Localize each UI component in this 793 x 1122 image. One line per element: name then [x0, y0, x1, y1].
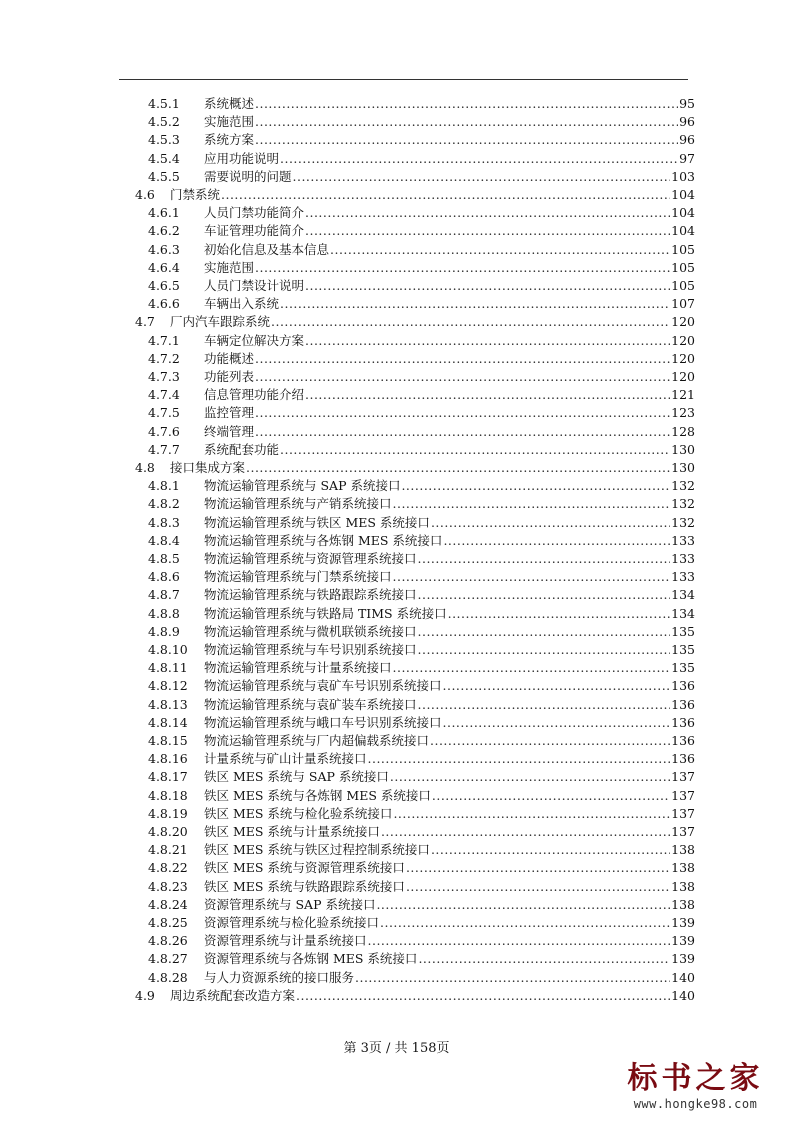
toc-entry-title: 铁区 MES 系统与计量系统接口 — [204, 824, 380, 839]
toc-entry-title: 接口集成方案 — [170, 460, 246, 475]
toc-entry-title: 实施范围 — [204, 259, 255, 275]
toc-entry[interactable] — [135, 459, 695, 477]
toc-entry-page: 140 — [671, 987, 695, 1003]
toc-entry[interactable] — [148, 878, 695, 896]
toc-entry-page: 105 — [671, 241, 695, 257]
toc-entry-page: 107 — [671, 296, 695, 312]
toc-entry-number: 4.6.6 — [148, 296, 180, 312]
toc-entry-title: 物流运输管理系统与峨口车号识别系统接口 — [204, 714, 442, 730]
toc-entry-number: 4.7.3 — [148, 369, 180, 384]
toc-entry-page: 97 — [679, 150, 695, 166]
toc-dot-leader — [418, 950, 670, 968]
toc-entry-number: 4.6.4 — [148, 259, 180, 275]
toc-entry-page: 132 — [671, 496, 695, 512]
toc-entry-number: 4.8.4 — [148, 532, 180, 548]
toc-entry-title: 铁区 MES 系统与铁路跟踪系统接口 — [204, 878, 405, 894]
toc-entry[interactable] — [148, 495, 695, 513]
toc-dot-leader — [368, 750, 671, 768]
toc-entry-title: 与人力资源系统的接口服务 — [204, 969, 355, 985]
toc-entry-page: 136 — [671, 733, 695, 748]
toc-entry[interactable] — [148, 969, 695, 987]
toc-entry[interactable] — [148, 605, 695, 623]
toc-entry-title: 计量系统与矿山计量系统接口 — [204, 751, 367, 767]
toc-entry[interactable] — [148, 732, 695, 750]
toc-entry-title: 车证管理功能简介 — [204, 223, 305, 239]
toc-entry[interactable] — [148, 696, 695, 714]
toc-entry-number: 4.5.3 — [148, 132, 180, 148]
toc-entry[interactable] — [148, 350, 695, 368]
toc-entry-title: 车辆定位解决方案 — [204, 332, 305, 348]
toc-entry-number: 4.8.23 — [148, 878, 188, 894]
toc-entry[interactable] — [148, 277, 695, 295]
toc-entry[interactable] — [148, 477, 695, 495]
header-rule — [119, 79, 688, 80]
toc-dot-leader — [255, 423, 670, 441]
toc-entry[interactable] — [148, 823, 695, 841]
toc-entry-page: 103 — [671, 168, 695, 184]
toc-entry[interactable] — [148, 332, 695, 350]
toc-entry-title: 物流运输管理系统与门禁系统接口 — [204, 569, 392, 585]
toc-dot-leader — [305, 277, 670, 295]
toc-entry-number: 4.7.4 — [148, 387, 180, 403]
toc-entry-number: 4.8.14 — [148, 714, 188, 730]
toc-entry[interactable] — [148, 841, 695, 859]
toc-dot-leader — [255, 404, 670, 422]
toc-entry-page: 133 — [671, 569, 695, 585]
toc-entry-title: 资源管理系统与 SAP 系统接口 — [204, 896, 376, 912]
toc-entry-page: 120 — [671, 314, 695, 330]
toc-entry-number: 4.8.6 — [148, 569, 180, 585]
toc-entry[interactable] — [148, 568, 695, 586]
toc-dot-leader — [255, 350, 670, 368]
toc-dot-leader — [271, 313, 670, 331]
toc-dot-leader — [443, 677, 671, 695]
toc-entry-number: 4.8.24 — [148, 896, 188, 912]
toc-entry[interactable] — [148, 914, 695, 932]
toc-entry-page: 96 — [679, 132, 695, 148]
toc-entry-page: 123 — [671, 405, 695, 421]
toc-entry-title: 物流运输管理系统与铁路局 TIMS 系统接口 — [204, 605, 447, 621]
toc-entry-number: 4.8.18 — [148, 787, 188, 803]
toc-entry-title: 铁区 MES 系统与铁区过程控制系统接口 — [204, 842, 430, 858]
toc-entry-page: 105 — [671, 259, 695, 275]
toc-entry-page: 135 — [671, 642, 695, 657]
toc-entry-number: 4.7.7 — [148, 441, 180, 457]
toc-dot-leader — [430, 732, 670, 750]
toc-dot-leader — [431, 514, 670, 532]
toc-entry[interactable] — [148, 222, 695, 240]
toc-entry-page: 136 — [671, 714, 695, 730]
toc-entry-title: 系统概述 — [204, 96, 255, 111]
toc-entry-number: 4.8.11 — [148, 660, 188, 676]
toc-entry-number: 4.6.5 — [148, 278, 180, 293]
toc-entry[interactable] — [148, 768, 695, 786]
toc-entry-title: 应用功能说明 — [204, 150, 280, 166]
toc-entry[interactable] — [148, 168, 695, 186]
toc-entry[interactable] — [148, 750, 695, 768]
toc-entry-page: 137 — [671, 824, 695, 839]
toc-entry[interactable] — [135, 186, 695, 204]
toc-entry-title: 人员门禁功能简介 — [204, 205, 305, 221]
toc-dot-leader — [406, 859, 670, 877]
toc-entry-page: 135 — [671, 623, 695, 639]
toc-entry-title: 周边系统配套改造方案 — [170, 987, 296, 1003]
toc-entry-number: 4.7.6 — [148, 423, 180, 439]
toc-entry-number: 4.6.2 — [148, 223, 180, 239]
page-footer: 第 3页 / 共 158页 — [343, 1041, 450, 1056]
toc-entry-title: 物流运输管理系统与袁矿车号识别系统接口 — [204, 678, 442, 694]
toc-dot-leader — [280, 150, 678, 168]
toc-entry-title: 物流运输管理系统与厂内超偏载系统接口 — [204, 733, 430, 748]
toc-dot-leader — [418, 586, 671, 604]
toc-entry-title: 需要说明的问题 — [204, 168, 292, 184]
toc-entry-number: 4.8.15 — [148, 733, 188, 748]
toc-dot-leader — [368, 932, 671, 950]
toc-entry-number: 4.8.16 — [148, 751, 188, 767]
toc-entry-page: 130 — [671, 441, 695, 457]
toc-entry-title: 功能列表 — [204, 369, 255, 384]
toc-entry-number: 4.8.17 — [148, 769, 188, 785]
toc-entry[interactable] — [148, 295, 695, 313]
toc-entry-number: 4.8 — [135, 460, 155, 475]
toc-entry-number: 4.8.25 — [148, 915, 188, 930]
toc-dot-leader — [448, 605, 671, 623]
toc-entry[interactable] — [148, 113, 695, 131]
toc-entry-title: 资源管理系统与检化验系统接口 — [204, 915, 380, 930]
toc-entry-number: 4.8.5 — [148, 551, 180, 566]
toc-entry[interactable] — [148, 368, 695, 386]
toc-entry[interactable] — [148, 932, 695, 950]
toc-entry-page: 104 — [671, 187, 695, 202]
toc-entry-page: 139 — [671, 951, 695, 967]
toc-entry-title: 铁区 MES 系统与资源管理系统接口 — [204, 860, 405, 876]
toc-dot-leader — [393, 568, 671, 586]
toc-dot-leader — [393, 805, 670, 823]
toc-entry-title: 铁区 MES 系统与 SAP 系统接口 — [204, 769, 389, 785]
toc-entry-title: 物流运输管理系统与产销系统接口 — [204, 496, 392, 512]
toc-entry-page: 135 — [671, 660, 695, 676]
toc-entry-number: 4.8.19 — [148, 805, 188, 821]
toc-entry-number: 4.8.2 — [148, 496, 180, 512]
toc-entry-number: 4.8.8 — [148, 605, 180, 621]
toc-entry-page: 128 — [671, 423, 695, 439]
toc-entry-page: 104 — [671, 223, 695, 239]
toc-entry-number: 4.8.12 — [148, 678, 188, 694]
toc-entry[interactable] — [148, 204, 695, 222]
toc-dot-leader — [443, 714, 671, 732]
toc-dot-leader — [246, 459, 670, 477]
toc-entry[interactable] — [148, 95, 695, 113]
toc-entry-page: 132 — [671, 478, 695, 494]
toc-entry-page: 138 — [671, 860, 695, 876]
toc-entry[interactable] — [148, 532, 695, 550]
watermark — [608, 1062, 783, 1122]
toc-entry-title: 铁区 MES 系统与检化验系统接口 — [204, 805, 393, 821]
toc-entry-page: 139 — [671, 915, 695, 930]
toc-dot-leader — [255, 131, 678, 149]
toc-entry-number: 4.8.9 — [148, 623, 180, 639]
toc-entry-page: 140 — [671, 969, 695, 985]
toc-entry[interactable] — [148, 386, 695, 404]
toc-dot-leader — [390, 768, 670, 786]
toc-entry-number: 4.7 — [135, 314, 155, 330]
toc-entry-number: 4.8.7 — [148, 587, 180, 603]
toc-entry-number: 4.8.1 — [148, 478, 180, 494]
toc-entry-title: 信息管理功能介绍 — [204, 387, 305, 403]
toc-dot-leader — [255, 259, 670, 277]
toc-entry-title: 物流运输管理系统与各炼钢 MES 系统接口 — [204, 532, 443, 548]
toc-entry[interactable] — [148, 623, 695, 641]
toc-entry-number: 4.6.3 — [148, 241, 180, 257]
toc-entry[interactable] — [148, 550, 695, 568]
toc-entry[interactable] — [148, 241, 695, 259]
toc-dot-leader — [393, 659, 671, 677]
toc-entry[interactable] — [148, 787, 695, 805]
toc-entry[interactable] — [148, 714, 695, 732]
toc-entry[interactable] — [148, 131, 695, 149]
watermark-logo: 标书之家 — [627, 1061, 764, 1096]
toc-entry[interactable] — [148, 805, 695, 823]
toc-entry[interactable] — [148, 404, 695, 422]
toc-entry-title: 物流运输管理系统与铁区 MES 系统接口 — [204, 514, 430, 530]
toc-entry-title: 监控管理 — [204, 405, 255, 421]
toc-dot-leader — [406, 878, 670, 896]
toc-dot-leader — [393, 495, 671, 513]
toc-entry-page: 96 — [679, 114, 695, 130]
toc-dot-leader — [376, 896, 670, 914]
toc-entry[interactable] — [148, 423, 695, 441]
toc-entry-number: 4.9 — [135, 987, 155, 1003]
toc-dot-leader — [221, 186, 670, 204]
toc-entry-number: 4.8.22 — [148, 860, 188, 876]
toc-entry-title: 物流运输管理系统与计量系统接口 — [204, 660, 392, 676]
toc-entry-number: 4.8.21 — [148, 842, 188, 858]
toc-entry-number: 4.7.1 — [148, 332, 180, 348]
toc-entry[interactable] — [135, 987, 695, 1005]
toc-dot-leader — [401, 477, 670, 495]
toc-entry-number: 4.5.5 — [148, 168, 180, 184]
toc-entry-number: 4.8.28 — [148, 969, 188, 985]
toc-entry[interactable] — [135, 313, 695, 331]
toc-entry[interactable] — [148, 659, 695, 677]
toc-dot-leader — [296, 987, 670, 1005]
toc-dot-leader — [432, 787, 670, 805]
toc-entry-number: 4.8.27 — [148, 951, 188, 967]
toc-dot-leader — [255, 368, 670, 386]
toc-entry-page: 137 — [671, 805, 695, 821]
toc-entry[interactable] — [148, 514, 695, 532]
toc-entry-title: 终端管理 — [204, 423, 255, 439]
toc-entry-title: 系统配套功能 — [204, 441, 280, 457]
toc-dot-leader — [255, 113, 678, 131]
toc-dot-leader — [305, 204, 670, 222]
toc-entry-page: 139 — [671, 933, 695, 949]
toc-dot-leader — [280, 441, 670, 459]
toc-dot-leader — [418, 623, 671, 641]
toc-entry-number: 4.5.1 — [148, 96, 180, 111]
toc-dot-leader — [443, 532, 670, 550]
toc-entry-title: 资源管理系统与计量系统接口 — [204, 933, 367, 949]
toc-entry-title: 物流运输管理系统与 SAP 系统接口 — [204, 478, 401, 494]
toc-entry[interactable] — [148, 677, 695, 695]
toc-entry-page: 136 — [671, 751, 695, 767]
toc-entry-title: 初始化信息及基本信息 — [204, 241, 330, 257]
toc-entry-number: 4.8.13 — [148, 696, 188, 712]
toc-entry[interactable] — [148, 150, 695, 168]
toc-entry-number: 4.7.2 — [148, 350, 180, 366]
toc-entry-title: 系统方案 — [204, 132, 255, 148]
toc-entry-page: 121 — [671, 387, 695, 403]
toc-entry-title: 人员门禁设计说明 — [204, 278, 305, 293]
toc-entry[interactable] — [148, 896, 695, 914]
toc-entry-number: 4.5.2 — [148, 114, 180, 130]
toc-dot-leader — [380, 914, 670, 932]
toc-dot-leader — [355, 969, 670, 987]
toc-entry-page: 133 — [671, 532, 695, 548]
toc-entry-number: 4.8.20 — [148, 824, 188, 839]
toc-entry[interactable] — [148, 859, 695, 877]
toc-entry[interactable] — [148, 586, 695, 604]
toc-entry[interactable] — [148, 641, 695, 659]
toc-dot-leader — [418, 696, 671, 714]
toc-entry-page: 138 — [671, 896, 695, 912]
toc-entry-page: 132 — [671, 514, 695, 530]
toc-dot-leader — [280, 295, 670, 313]
toc-entry-page: 130 — [671, 460, 695, 475]
toc-entry-title: 物流运输管理系统与微机联锁系统接口 — [204, 623, 417, 639]
toc-entry-title: 物流运输管理系统与车号识别系统接口 — [204, 642, 417, 657]
toc-dot-leader — [255, 95, 678, 113]
toc-entry-title: 物流运输管理系统与袁矿装车系统接口 — [204, 696, 417, 712]
toc-entry-page: 138 — [671, 878, 695, 894]
toc-entry-number: 4.7.5 — [148, 405, 180, 421]
toc-entry-page: 133 — [671, 551, 695, 566]
toc-dot-leader — [418, 641, 671, 659]
toc-dot-leader — [293, 168, 671, 186]
toc-dot-leader — [381, 823, 670, 841]
toc-entry-title: 铁区 MES 系统与各炼钢 MES 系统接口 — [204, 787, 431, 803]
toc-dot-leader — [418, 550, 671, 568]
toc-entry-number: 4.6 — [135, 187, 155, 202]
toc-entry-page: 134 — [671, 605, 695, 621]
toc-entry-title: 门禁系统 — [170, 187, 221, 202]
toc-entry-title: 物流运输管理系统与资源管理系统接口 — [204, 551, 417, 566]
toc-entry-page: 120 — [671, 332, 695, 348]
toc-entry-page: 104 — [671, 205, 695, 221]
toc-entry-page: 136 — [671, 696, 695, 712]
toc-entry-page: 136 — [671, 678, 695, 694]
toc-entry-page: 120 — [671, 369, 695, 384]
toc-entry-title: 车辆出入系统 — [204, 296, 280, 312]
toc-entry-number: 4.8.3 — [148, 514, 180, 530]
toc-entry-number: 4.6.1 — [148, 205, 180, 221]
toc-entry-number: 4.5.4 — [148, 150, 180, 166]
toc-entry-title: 资源管理系统与各炼钢 MES 系统接口 — [204, 951, 418, 967]
toc-entry[interactable] — [148, 441, 695, 459]
toc-entry-number: 4.8.26 — [148, 933, 188, 949]
toc-entry-page: 137 — [671, 769, 695, 785]
toc-dot-leader — [431, 841, 670, 859]
toc-dot-leader — [330, 241, 670, 259]
toc-entry-title: 功能概述 — [204, 350, 255, 366]
toc-entry-number: 4.8.10 — [148, 642, 188, 657]
toc-dot-leader — [305, 386, 670, 404]
toc-entry-page: 105 — [671, 278, 695, 293]
toc-entry-page: 120 — [671, 350, 695, 366]
toc-entry-page: 137 — [671, 787, 695, 803]
toc-entry-page: 138 — [671, 842, 695, 858]
toc-entry[interactable] — [148, 259, 695, 277]
toc-entry-title: 厂内汽车跟踪系统 — [170, 314, 271, 330]
toc-entry-title: 实施范围 — [204, 114, 255, 130]
toc-entry-page: 95 — [679, 96, 695, 111]
toc-entry-title: 物流运输管理系统与铁路跟踪系统接口 — [204, 587, 417, 603]
toc-dot-leader — [305, 222, 670, 240]
toc-entry-page: 134 — [671, 587, 695, 603]
toc-dot-leader — [305, 332, 670, 350]
toc-entry[interactable] — [148, 950, 695, 968]
watermark-url: www.hongke98.com — [633, 1097, 758, 1111]
